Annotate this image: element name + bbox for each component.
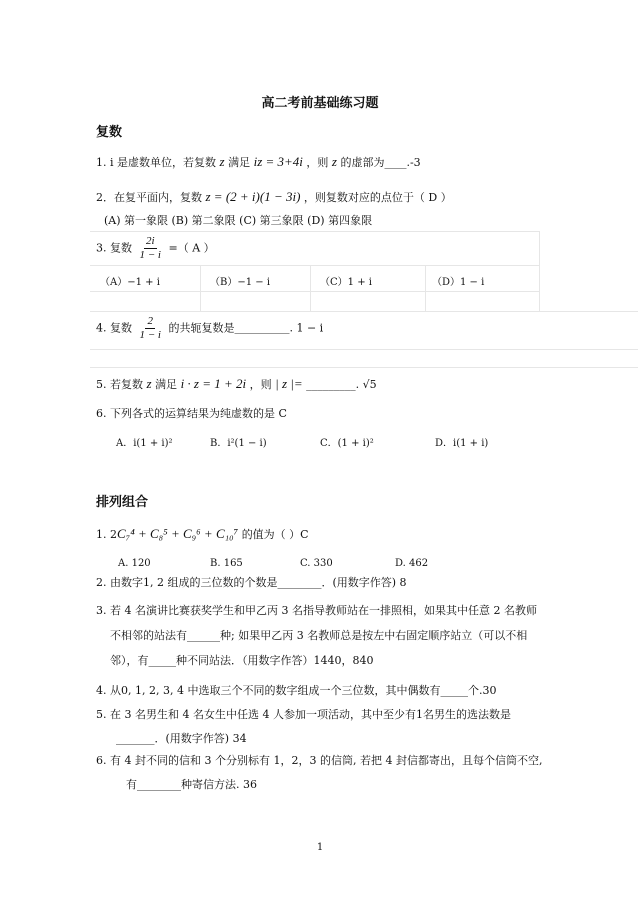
question-6-option-c: C．(1 + i)² (320, 438, 374, 449)
question-2-options: (A) 第一象限 (B) 第二象限 (C) 第三象限 (D) 第四象限 (104, 214, 373, 227)
section-heading-complex: 复数 (96, 125, 123, 140)
question-2: 2．在复平面内，复数 z = (2 + i)(1 − 3i) ，则复数对应的点位于（ D ） (96, 189, 452, 204)
fraction: $\frac{2i}{1 - i}$ (139, 235, 161, 261)
table-line (90, 265, 540, 266)
section-heading-permutation: 排列组合 (96, 495, 149, 510)
perm-question-3-line-1: 3. 若 4 名演讲比赛获奖学生和甲乙丙 3 名指导教师站在一排照相，如果其中任意 2 名教师 (96, 604, 537, 617)
question-6-option-b: B．i²(1 − i) (210, 438, 267, 449)
question-6: 6. 下列各式的运算结果为纯虚数的是 C (96, 407, 287, 420)
question-3-option-d: （D）1 − i (432, 277, 485, 288)
perm-question-3-line-2: 不相邻的站法有______种; 如果甲乙丙 3 名教师总是按左中右固定顺序站立（可以不相 (110, 629, 528, 642)
table-line (200, 265, 201, 311)
perm-question-5-line-2: _______．(用数字作答) 34 (116, 732, 247, 745)
table-line (90, 291, 540, 292)
question-6-option-a: A．i(1 + i)² (116, 438, 173, 449)
table-line (539, 231, 540, 311)
table-line (310, 265, 311, 311)
question-1: 1. i 是虚数单位，若复数 z 满足 iz = 3+4i ，则 z 的虚部为____.-3 (96, 154, 421, 169)
table-line (90, 231, 540, 232)
perm-question-1-option-d: D. 462 (395, 558, 429, 569)
perm-question-1-option-c: C. 330 (300, 558, 333, 569)
perm-question-4: 4. 从0, 1, 2, 3, 4 中选取三个不同的数字组成一个三位数，其中偶数有_____个.30 (96, 684, 497, 697)
question-6-option-d: D．i(1 + i) (435, 438, 489, 449)
question-4: 4. 复数 $\frac{2}{1 - i}$ 的共轭复数是__________. 1 − i (96, 315, 324, 341)
perm-question-6-line-1: 6. 有 4 封不同的信和 3 个分别标有 1，2，3 的信筒, 若把 4 封信都寄出，且每个信筒不空, (96, 754, 543, 767)
page-title: 高二考前基础练习题 (261, 96, 379, 111)
perm-question-1-option-a: A. 120 (118, 558, 151, 569)
perm-question-6-line-2: 有________种寄信方法. 36 (126, 778, 257, 791)
fraction: $\frac{2}{1 - i}$ (139, 315, 161, 341)
table-line (90, 311, 638, 312)
perm-question-1: 1. 2C₇⁴ + C₈⁵ + C₉⁶ + C₁₀⁷ 的值为（ ）C (96, 526, 309, 541)
perm-question-3-line-3: 邻），有_____种不同站法．（用数字作答）1440，840 (110, 654, 374, 667)
question-3-option-a: （A）−1 + i (100, 277, 160, 288)
question-3: 3. 复数 $\frac{2i}{1 - i}$ =（ A ） (96, 235, 215, 261)
perm-question-2: 2. 由数字1, 2 组成的三位数的个数是________．(用数字作答) 8 (96, 576, 407, 589)
table-line (90, 349, 638, 350)
perm-question-5-line-1: 5. 在 3 名男生和 4 名女生中任选 4 人参加一项活动，其中至少有1名男生的选法数是 (96, 708, 511, 721)
page-number: 1 (316, 842, 324, 853)
question-3-option-b: （B）−1 − i (210, 277, 271, 288)
perm-question-1-option-b: B. 165 (210, 558, 243, 569)
question-3-option-c: （C）1 + i (320, 277, 372, 288)
table-line (425, 265, 426, 311)
question-5: 5. 若复数 z 满足 i · z = 1 + 2i ，则 | z |= _________. √5 (96, 376, 377, 391)
table-line (90, 367, 638, 368)
